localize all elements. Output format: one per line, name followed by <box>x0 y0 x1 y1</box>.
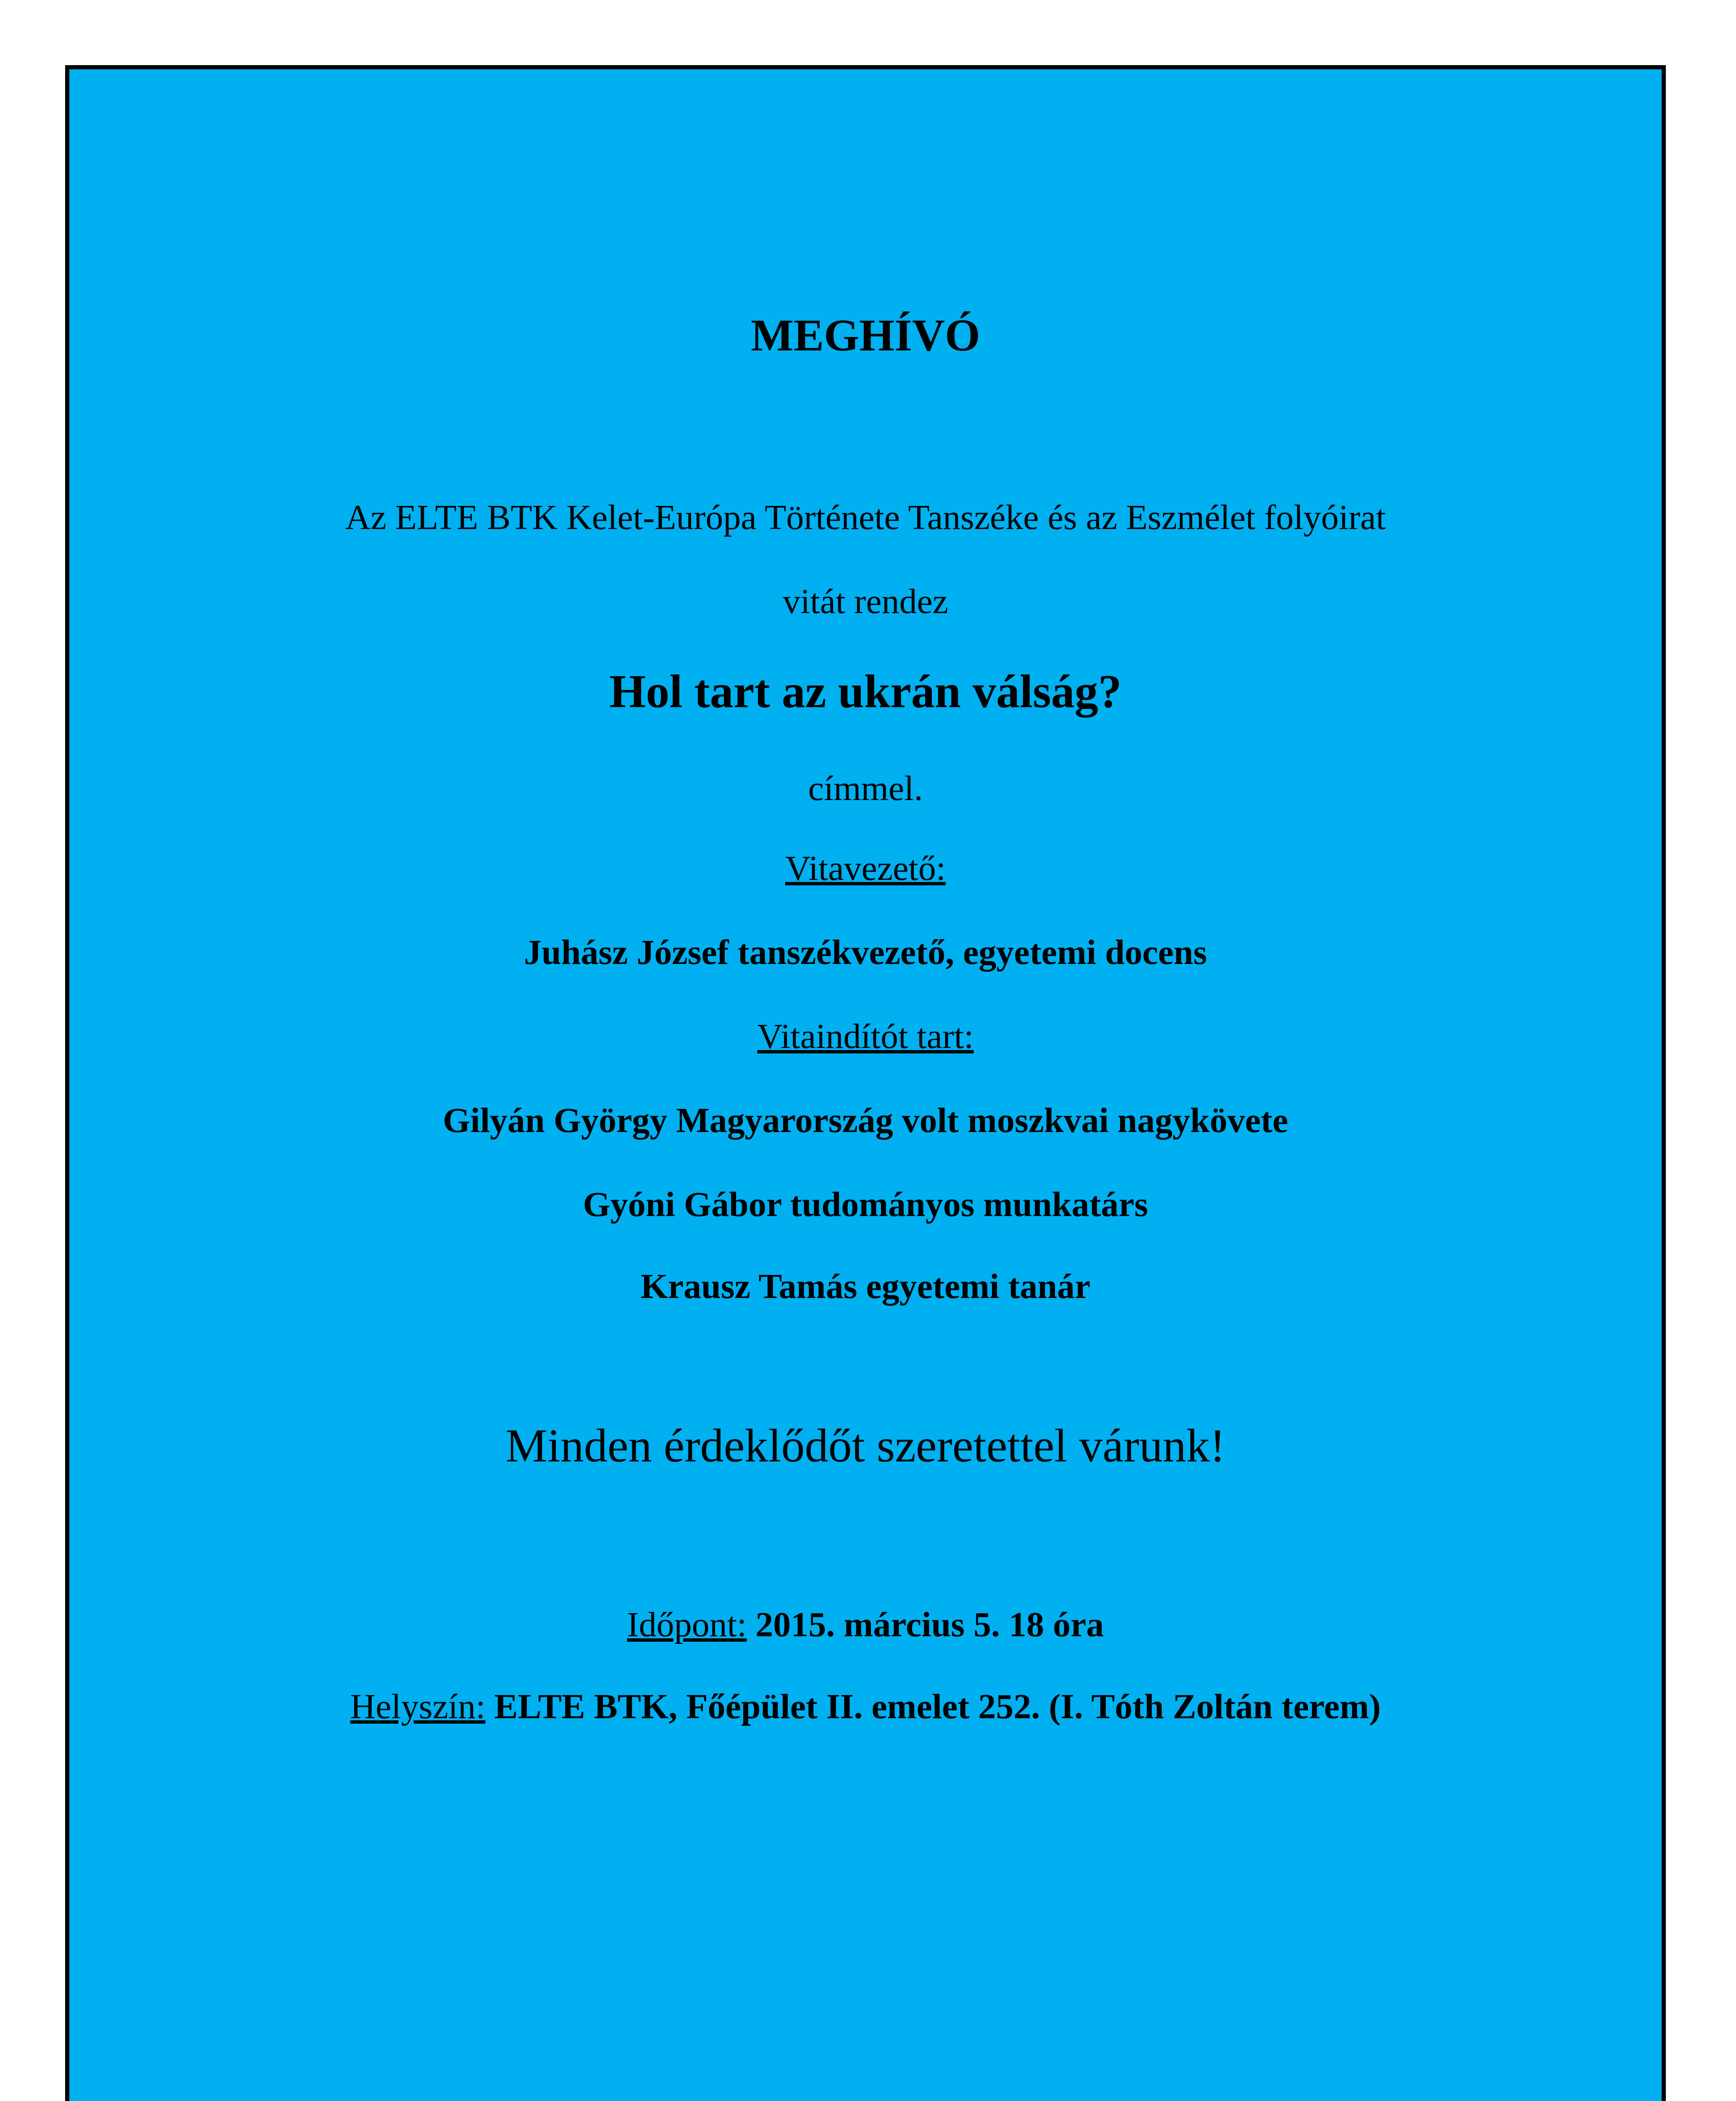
moderator-name: Juhász József tanszékvezető, egyetemi docens <box>524 933 1207 972</box>
invitation-panel <box>65 65 1666 2101</box>
speaker-item: Gilyán György Magyarország volt moszkvai nagykövete <box>443 1101 1288 1140</box>
speakers-label: Vitaindítót tart: <box>757 1017 974 1056</box>
speaker-item: Krausz Tamás egyetemi tanár <box>640 1267 1091 1306</box>
event-location <box>69 1689 1662 1725</box>
moderator-label: Vitavezető: <box>785 849 946 888</box>
time-label: Időpont: <box>627 1605 747 1644</box>
speaker-item: Gyóni Gábor tudományos munkatárs <box>583 1185 1148 1224</box>
event-time <box>69 1607 1662 1643</box>
place-label: Helyszín: <box>350 1687 486 1726</box>
welcome-message: Minden érdeklődőt szeretettel várunk! <box>505 1420 1226 1472</box>
organizers-line: Az ELTE BTK Kelet-Európa Története Tanszéke és az Eszmélet folyóirat <box>345 498 1386 537</box>
time-value: 2015. március 5. 18 óra <box>755 1605 1104 1644</box>
debate-title: Hol tart az ukrán válság? <box>609 666 1122 718</box>
place-value: ELTE BTK, Főépület II. emelet 252. (I. Tóth Zoltán terem) <box>494 1687 1381 1726</box>
invitation-title: MEGHÍVÓ <box>750 311 980 361</box>
title-suffix: címmel. <box>808 769 923 808</box>
organizers-line-2: vitát rendez <box>782 582 949 621</box>
